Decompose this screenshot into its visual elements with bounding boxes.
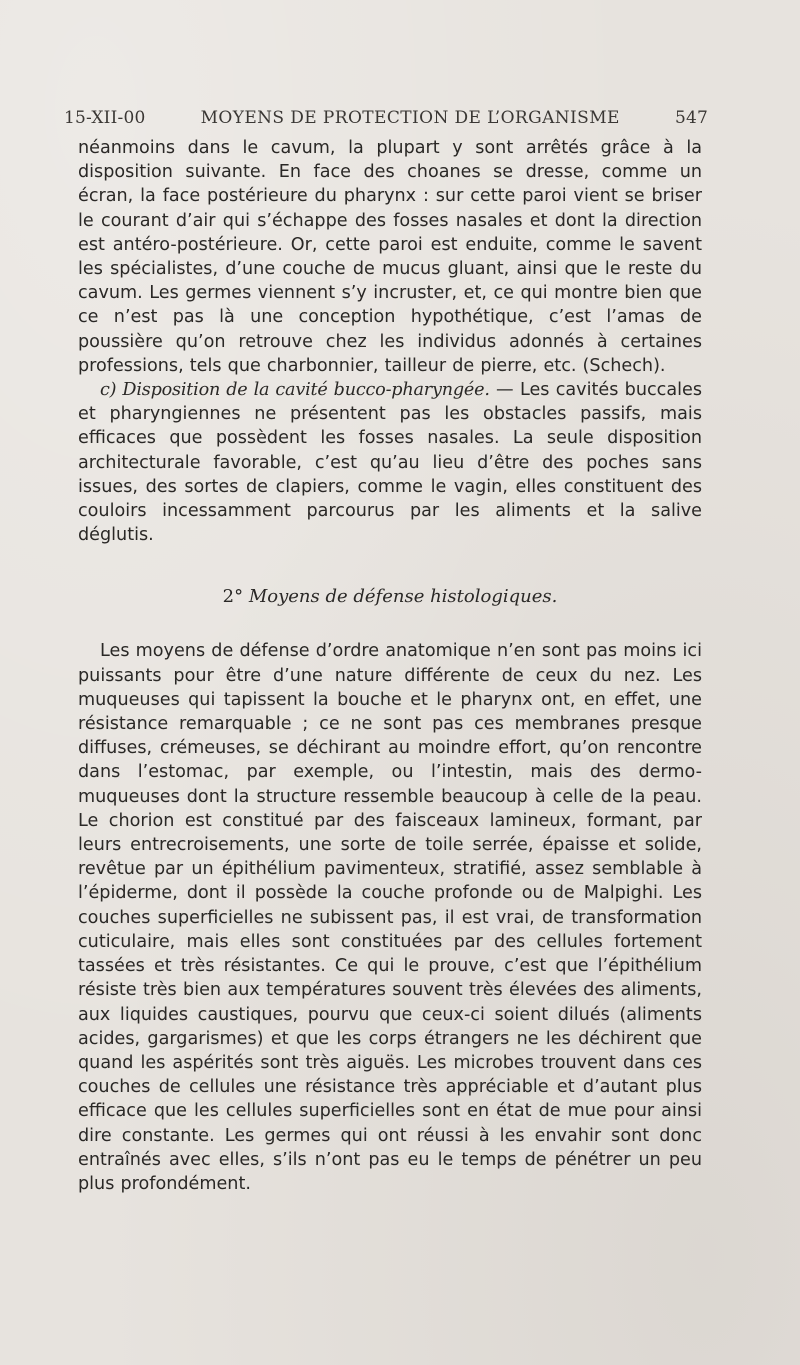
section-number: 2° — [222, 586, 244, 608]
paragraph-bucco-pharyngee — [78, 378, 702, 547]
paragraph-histologiques: Les moyens de défense d’ordre anatomique n’en sont pas moins ici puissants pour être d’une nature différente de ceux du nez. Les muqueuses qui tapissent la bouche et le pharynx ont, en effet, une résistance remarquable ; ce ne sont pas ces membranes presque diffuses, crémeuses, se déchirant au moindre effort, qu’on rencontre dans l’estomac, par exemple, ou l’intestin, mais des dermo-muqueuses dont la structure ressemble beaucoup à celle de la peau. Le chorion est constitué par des faisceaux lamineux, formant, par leurs entrecroisements, une sorte de toile serrée, épaisse et solide, revêtue par un épithélium pavimenteux, stratifié, assez semblable à l’épiderme, dont il possède la couche profonde ou de Malpighi. Les couches superficielles ne subissent pas, il est vrai, de transformation cuticulaire, mais elles sont constituées par des cellules fortement tassées et très résistantes. Ce qui le prouve, c’est que l’épithélium résiste très bien aux températures souvent très élevées des aliments, aux liquides caustiques, pourvu que ceux-ci soient dilués (aliments acides, gargarismes) et que les corps étrangers ne les déchirent que quand les aspérités sont très aiguës. Les microbes trouvent dans ces couches de cellules une résistance très appréciable et d’autant plus efficace que les cellules superficielles sont en état de mue pour ainsi dire constante. Les germes qui ont réussi à les envahir sont donc entraînés avec elles, s’ils n’ont pas eu le temps de pénétrer un peu plus profondément. — [78, 641, 702, 1194]
running-head-title: MOYENS DE PROTECTION DE L’ORGANISME — [200, 108, 620, 128]
book-page — [64, 108, 708, 1196]
running-head — [64, 108, 708, 136]
page-number: 547 — [674, 108, 708, 128]
running-head-date: 15-XII-00 — [64, 108, 146, 128]
section-heading — [78, 585, 702, 609]
paragraph-cavum: néanmoins dans le cavum, la plupart y sont arrêtés grâce à la disposition suivante. En face des choanes se dresse, comme un écran, la face postérieure du pharynx : sur cette paroi vient se briser le courant d’air qui s’échappe des fosses nasales et dont la direction est antéro-postérieure. Or, cette paroi est enduite, comme le savent les spécialistes, d’une couche de mucus gluant, ainsi que le reste du cavum. Les germes viennent s’y incruster, et, ce qui montre bien que ce n’est pas là une conception hypothétique, c’est l’amas de poussière qu’on retrouve chez les individus adonnés à certaines professions, tels que charbonnier, tailleur de pierre, etc. (Schech). — [78, 138, 702, 376]
paragraph-bucco-pharyngee-text: — Les cavités buccales et pharyngiennes ne présentent pas les obstacles passifs, mais efficaces que possèdent les fosses nasales. La seule disposition architecturale favorable, c’est qu’au lieu d’être des poches sans issues, des sortes de clapiers, comme le vagin, elles constituent des couloirs incessamment parcourus par les aliments et la salive déglutis. — [78, 380, 702, 546]
section-title: Moyens de défense histologiques. — [248, 586, 558, 608]
subsection-label: c) Disposition de la cavité bucco-pharyngée. — [100, 380, 490, 401]
